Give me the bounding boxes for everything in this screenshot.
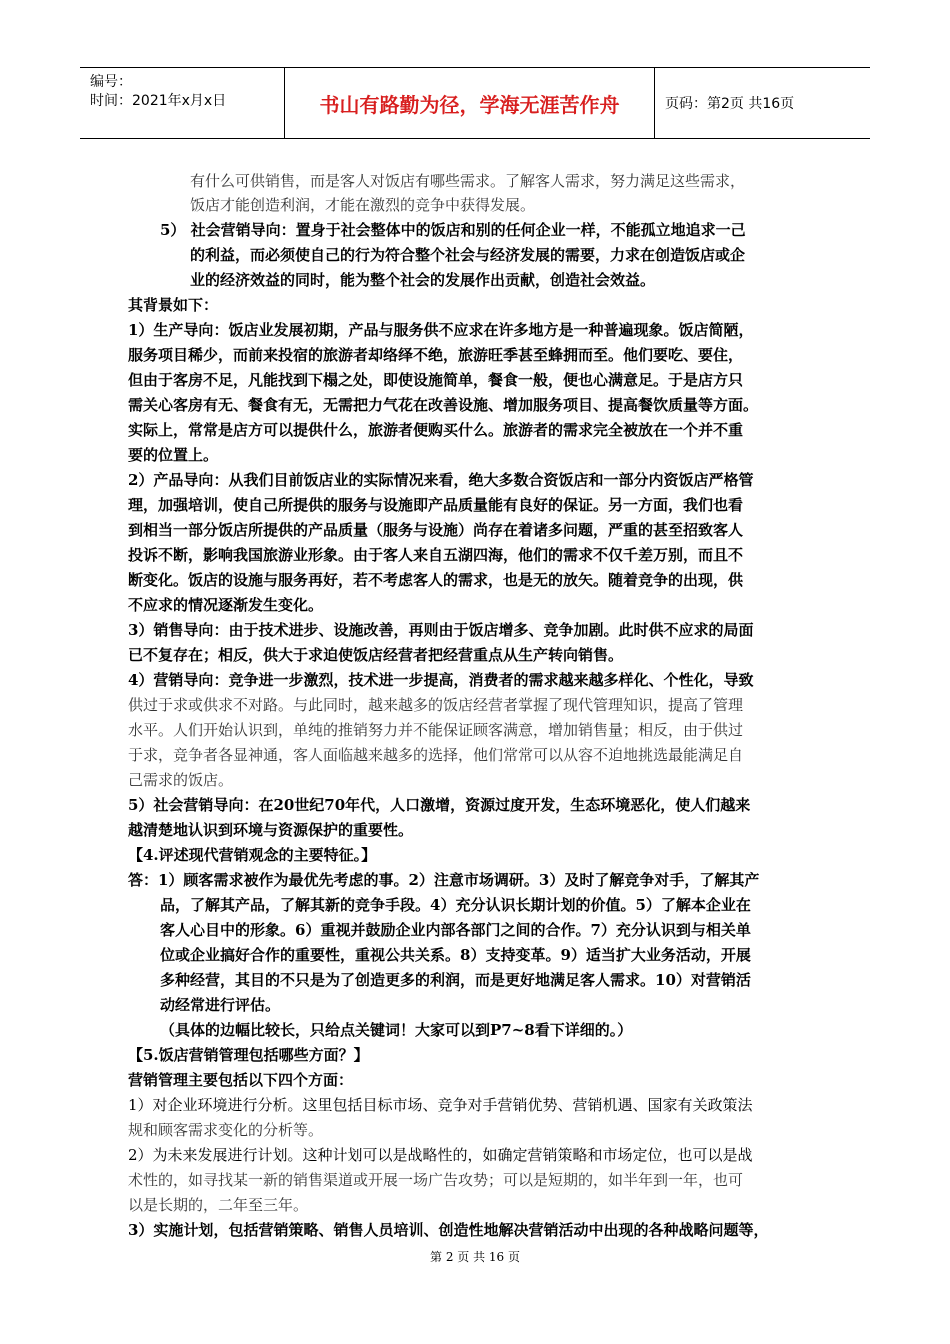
text-line: 4）营销导向：竞争进一步激烈，技术进一步提高，消费者的需求越来越多样化、个性化，导致 — [128, 671, 754, 689]
text-line: 理，加强培训，使自己所提供的服务与设施即产品质量能有良好的保证。另一方面，我们也看 — [128, 496, 744, 514]
text-line: 已不复存在；相反，供大于求迫使饭店经营者把经营重点从生产转向销售。 — [128, 646, 624, 664]
text-line: 规和顾客需求变化的分析等。 — [128, 1121, 324, 1139]
text-line: 水平。人们开始认识到，单纯的推销努力并不能保证顾客满意，增加销售量；相反，由于供过 — [128, 721, 744, 739]
text-line: 品，了解其产品，了解其新的竞争手段。4）充分认识长期计划的价值。5）了解本企业在 — [160, 896, 751, 914]
text-line: 饭店才能创造利润，才能在激烈的竞争中获得发展。 — [190, 196, 536, 214]
text-line: 但由于客房不足，凡能找到下榻之处，即使设施简单，餐食一般，便也心满意足。于是店方只 — [128, 371, 744, 389]
text-line: 的利益，而必须使自己的行为符合整个社会与经济发展的需要，力求在创造饭店或企 — [190, 246, 746, 264]
text-line: 1）生产导向：饭店业发展初期，产品与服务供不应求在许多地方是一种普遍现象。饭店简陋， — [128, 321, 754, 339]
text-line: 己需求的饭店。 — [128, 771, 234, 789]
text-line: 客人心目中的形象。6）重视并鼓励企业内部各部门之间的合作。7）充分认识到与相关单 — [160, 921, 751, 939]
text-line: （具体的边幅比较长，只给点关键词！大家可以到P7~8看下详细的。） — [160, 1021, 633, 1039]
text-line: 动经常进行评估。 — [160, 996, 281, 1014]
text-line: 投诉不断，影响我国旅游业形象。由于客人来自五湖四海，他们的需求不仅千差万别，而且不 — [128, 546, 744, 564]
page-header — [80, 67, 870, 139]
text-line: 供过于求或供求不对路。与此同时，越来越多的饭店经营者掌握了现代管理知识，提高了管理 — [128, 696, 744, 714]
text-line: 术性的，如寻找某一新的销售渠道或开展一场广告攻势；可以是短期的，如半年到一年，也可 — [128, 1171, 744, 1189]
text-line: 答：1）顾客需求被作为最优先考虑的事。2）注意市场调研。3）及时了解竞争对手，了解其产 — [128, 871, 760, 889]
text-line: 位或企业搞好合作的重要性，重视公共关系。8）支持变革。9）适当扩大业务活动，开展 — [160, 946, 751, 964]
text-line: 越清楚地认识到环境与资源保护的重要性。 — [128, 821, 414, 839]
header-info-cell — [80, 68, 285, 138]
text-line: 其背景如下： — [128, 296, 219, 314]
text-line: 3）实施计划，包括营销策略、销售人员培训、创造性地解决营销活动中出现的各种战略问题等， — [128, 1221, 769, 1239]
text-line: 以是长期的，二年至三年。 — [128, 1196, 309, 1214]
header-page-number: 页码：第2页 共16页 — [665, 96, 795, 112]
text-line: 服务项目稀少，而前来投宿的旅游者却络绎不绝，旅游旺季甚至蜂拥而至。他们要吃、要住， — [128, 346, 744, 364]
text-line: 于求，竞争者各显神通，客人面临越来越多的选择，他们常常可以从容不迫地挑选最能满足自 — [128, 746, 744, 764]
text-line: 实际上，常常是店方可以提供什么，旅游者便购买什么。旅游者的需求完全被放在一个并不重 — [128, 421, 744, 439]
text-line: 5） 社会营销导向：置身于社会整体中的饭店和别的任何企业一样，不能孤立地追求一己 — [160, 221, 746, 239]
text-line: 2）产品导向：从我们目前饭店业的实际情况来看，绝大多数合资饭店和一部分内资饭店严格管 — [128, 471, 754, 489]
text-line: 要的位置上。 — [128, 446, 219, 464]
page-footer: 第 2 页 共 16 页 — [430, 1250, 520, 1264]
text-line: 到相当一部分饭店所提供的产品质量（服务与设施）尚存在着诸多问题，严重的甚至招致客人 — [128, 521, 744, 539]
text-line: 断变化。饭店的设施与服务再好，若不考虑客人的需求，也是无的放矢。随着竞争的出现，供 — [128, 571, 744, 589]
header-motto: 书山有路勤为径，学海无涯苦作舟 — [285, 68, 655, 138]
text-line: 2）为未来发展进行计划。这种计划可以是战略性的，如确定营销策略和市场定位，也可以是战 — [128, 1146, 753, 1164]
text-line: 有什么可供销售，而是客人对饭店有哪些需求。了解客人需求，努力满足这些需求， — [190, 172, 746, 190]
section-heading: 【5.饭店营销管理包括哪些方面？】 — [128, 1046, 369, 1064]
header-number: 编号： — [90, 74, 132, 90]
text-line: 3）销售导向：由于技术进步、设施改善，再则由于饭店增多、竞争加剧。此时供不应求的局面 — [128, 621, 754, 639]
text-line: 不应求的情况逐渐发生变化。 — [128, 596, 324, 614]
section-heading: 【4.评述现代营销观念的主要特征。】 — [128, 846, 377, 864]
text-line: 业的经济效益的同时，能为整个社会的发展作出贡献，创造社会效益。 — [190, 271, 656, 289]
header-time: 时间：2021年x月x日 — [90, 93, 227, 109]
text-line: 多种经营，其目的不只是为了创造更多的利润，而是更好地满足客人需求。10）对营销活 — [160, 971, 751, 989]
text-line: 需关心客房有无、餐食有无，无需把力气花在改善设施、增加服务项目、提高餐饮质量等方面。 — [128, 396, 759, 414]
text-line: 1）对企业环境进行分析。这里包括目标市场、竞争对手营销优势、营销机遇、国家有关政策法 — [128, 1096, 753, 1114]
text-line: 营销管理主要包括以下四个方面： — [128, 1071, 354, 1089]
text-line: 5）社会营销导向：在20世纪70年代，人口激增，资源过度开发，生态环境恶化，使人们越来 — [128, 796, 751, 814]
